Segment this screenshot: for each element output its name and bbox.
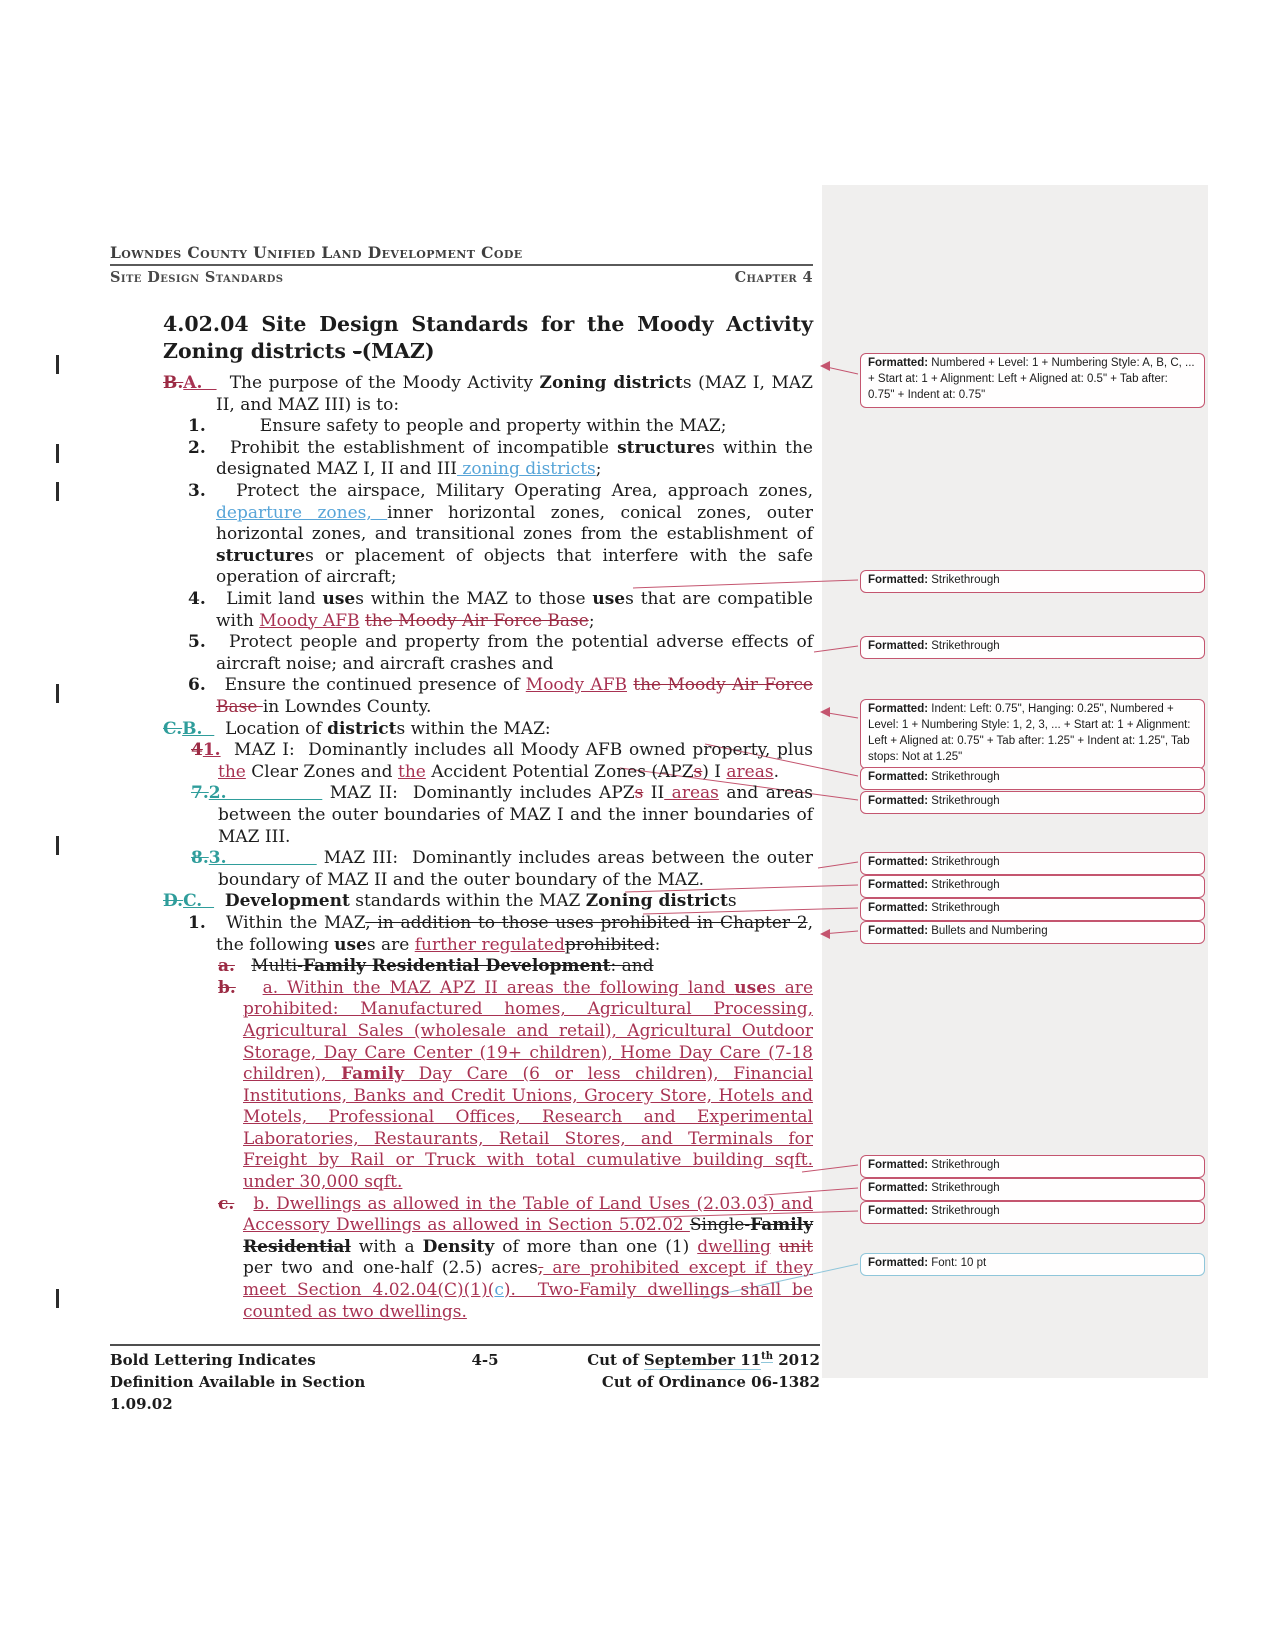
text-segment: s [693,761,703,782]
text-segment: s (MAZ I, MAZ II, and MAZ III) is to: [216,373,813,415]
text-segment: 1. [188,416,206,437]
text-segment: Family Residential [243,1215,813,1257]
comment-label: Formatted: [868,856,929,868]
text-segment: B. [182,718,215,739]
text-segment: Ensure the continued presence of [224,675,526,696]
text-segment: zoning districts [457,459,596,480]
text-segment: dwelling [697,1236,771,1257]
text-segment [206,675,225,695]
sublist-item-maz2 [191,783,813,848]
sublist-item-a [218,956,813,978]
list-item-5 [188,632,813,675]
text-segment: D. [163,891,184,912]
text-segment: s within the MAZ: [396,718,551,739]
footer-rule [110,1344,820,1346]
comment-label: Formatted: [868,795,929,807]
text-segment: use [322,589,356,610]
comment-label: Formatted: [868,703,929,715]
text-segment: c. [218,1193,235,1214]
text-segment: Family Residential Development [302,956,611,977]
text-segment [235,956,251,976]
comment-text: Strikethrough [928,902,1000,914]
document-header-line1: Lowndes County Unified Land Development Code [110,243,813,266]
sublist-item-c [218,1193,813,1324]
text-segment: s or placement of objects that interfere with the safe operation of aircraft; [216,545,813,588]
text-segment: b. Dwellings as allowed in the Table of Land Uses (2.03.03) and Accessory Dwellings as allowed in Section 5.02.02 [243,1193,813,1236]
list-item-1 [188,416,813,438]
text-segment: use [734,977,768,998]
text-segment: 4 [191,740,203,761]
comment-label: Formatted: [868,771,929,783]
text-segment: in Lowndes County. [262,697,432,717]
comment-text: Font: 10 pt [928,1257,987,1269]
comment-text: Strikethrough [928,856,1000,868]
footer-cut-date [540,1350,820,1372]
text-segment [206,481,236,501]
paragraph-A-purpose [163,373,813,416]
text-segment: a. [218,956,235,977]
comment-text: Strikethrough [928,879,1000,891]
text-segment: departure zones, [216,502,388,523]
formatted-comment-strikethrough[interactable] [860,1201,1205,1224]
text-segment: Location of [225,718,328,739]
comment-label: Formatted: [868,1159,929,1171]
text-segment: Density [422,1236,495,1257]
text-segment: Zoning district [585,891,728,912]
formatted-comment-strikethrough[interactable] [860,1155,1205,1178]
footer-cut-ordinance: Cut of Ordinance 06-1382 [601,1372,820,1391]
list-item-2 [188,437,813,481]
list-item-3 [188,481,813,589]
change-bar [56,1289,59,1308]
text-segment: s [634,783,644,804]
text-segment: and areas between the outer boundaries of MAZ I and the inner boundaries of MAZ III. [218,783,813,847]
paragraph-B-location [163,718,813,741]
text-segment: B. [163,373,184,394]
text-segment: , [537,1258,544,1279]
text-segment: Single- [689,1215,751,1236]
text-segment [206,632,229,652]
text-segment: unit [778,1236,813,1257]
text-segment: Moody AFB [525,675,627,696]
text-segment: Moody AFB [259,610,360,631]
document-header-line2 [110,269,813,286]
formatted-comment-strikethrough[interactable] [860,875,1205,898]
text-segment: with a [350,1236,423,1257]
text-segment: 6. [188,675,206,696]
change-bar [56,444,59,463]
section-content [110,373,813,1323]
comment-text: Numbered + Level: 1 + Numbering Style: A, B, C, ... + Start at: 1 + Alignment: Left + Aligned at: 0.5" + Tab after: 0.75" + Indent at: 0.75" [868,357,1195,401]
text-segment: 7. [191,783,209,804]
list-item-C1 [188,912,813,956]
page-footer [110,1344,820,1415]
text-segment: areas [664,783,719,804]
footer-note-line2: Definition Available in Section 1.09.02 [110,1372,366,1413]
list-item-4 [188,589,813,632]
text-segment: 2. [188,437,206,458]
text-segment: II [643,783,665,804]
sublist-item-maz3 [191,848,814,891]
text-segment: inner horizontal zones, conical zones, outer horizontal zones, and transitional zones from the establishment of [216,502,813,545]
text-segment: Prohibit the establishment of incompatible [229,437,618,458]
formatted-comment-strikethrough[interactable] [860,791,1205,814]
text-segment: s within the MAZ to those [355,589,593,610]
text-segment: Zoning district [539,373,683,394]
text-segment: September 11 [643,1351,762,1369]
formatted-comment-font-10pt[interactable] [860,1253,1205,1276]
text-segment: th [761,1351,774,1362]
text-segment: Within the MAZ [225,912,366,933]
text-segment: 2. [208,783,323,804]
comment-text: Indent: Left: 0.75", Hanging: 0.25", Numbered + Level: 1 + Numbering Style: 1, 2, 3, ... + Start at: 1 + Alignment: Left + Aligned at: 0.75" + Tab after: 1.25" + Indent at: 1.25", Tab stops: Not at 1.25" [868,703,1191,763]
page-number: 4-5 [471,1351,499,1369]
text-segment: . [773,761,780,782]
text-segment: 4.02.04 Site Design Standards for the Moody Activity Zoning districts [163,312,813,364]
text-segment: are prohibited except if they meet Section 4.02.04(C)(1)( [243,1258,813,1301]
text-segment: MAZ I: Dominantly includes all Moody AFB owned property, plus [234,740,814,761]
text-segment: The purpose of the Moody Activity [229,373,540,394]
text-segment: Accident Potential Zones (APZ [425,761,694,782]
sublist-item-maz1 [191,740,814,783]
comment-text: Strikethrough [928,1182,1000,1194]
text-segment: district [327,718,397,739]
text-segment: Family [341,1064,404,1085]
text-segment: s within the designated MAZ I, II and III [216,437,813,480]
text-segment: of more than one (1) [494,1236,698,1257]
text-segment: : [654,934,661,955]
text-segment: Cut of [587,1351,644,1369]
text-segment: A. [183,373,217,394]
text-segment: the [397,761,426,782]
text-segment: ; [595,459,602,480]
header-section-label: Site Design Standards [110,269,284,286]
text-segment: s are prohibited: Manufactured homes, Agricultural Processing, Agricultural Sales (wholesale and retail), Agricultural Outdoor Storage, Day Care Center (19+ children), Home Day Care (7-18 children), [243,977,813,1085]
text-segment: Multi- [251,956,303,977]
comment-label: Formatted: [868,574,929,586]
comment-text: Strikethrough [928,1205,1000,1217]
text-segment: standards within the MAZ [349,891,586,912]
text-segment: C. [183,891,215,912]
text-segment: 3. [208,848,317,869]
text-segment: the [218,761,246,782]
text-segment [214,719,225,739]
paragraph-C-development [163,891,813,913]
text-segment: Protect people and property from the potential adverse effects of aircraft noise; and aircraft crashes and [216,632,813,674]
formatted-comment-strikethrough[interactable] [860,767,1205,790]
text-segment: (MAZ) [361,339,435,364]
text-segment: ) I [702,761,727,782]
text-segment: 1. [202,740,221,761]
text-segment: Limit land [226,589,323,610]
text-segment: 3. [188,481,206,502]
change-bar [56,684,59,703]
text-segment: MAZ II: Dominantly includes APZ [329,783,635,804]
comment-label: Formatted: [868,902,929,914]
section-title [163,311,813,365]
text-segment: Day Care (6 or less children), Financial Institutions, Banks and Credit Unions, Grocery Store, Hotels and Motels, Professional Offices, Research and Experimental Laboratories, Restaurants, Retail Stores, and Terminals for Freight by Rail or Truck with total cumulative building sqft. under 30,000 sqft. [243,1064,813,1193]
comment-text: Strikethrough [928,771,1000,783]
text-segment [236,978,263,998]
formatted-comment-bullets-numbering[interactable] [860,921,1205,944]
text-segment: s are [366,934,415,955]
text-segment: ). Two-Family dwellings shall be counted as two dwellings. [243,1280,813,1322]
text-segment: s that are compatible with [216,589,813,631]
text-segment: - [353,339,362,364]
text-segment: structure [617,437,707,458]
text-segment: Clear Zones and [245,761,398,782]
text-segment [771,1237,779,1257]
text-segment [206,416,260,436]
comment-text: Bullets and Numbering [928,925,1048,937]
text-segment: a. Within the MAZ APZ II areas the following land [262,977,735,998]
comment-label: Formatted: [868,357,929,369]
text-segment: , the following [216,912,813,955]
sublist-item-b [218,977,813,1194]
comment-text: Strikethrough [928,640,1000,652]
document-body [110,243,813,1323]
text-segment: use [334,934,367,955]
comment-label: Formatted: [868,879,929,891]
comment-text: Strikethrough [928,795,1000,807]
text-segment [217,373,230,393]
text-segment: c [494,1280,504,1301]
footer-note-line1: Bold Lettering Indicates [110,1351,316,1369]
text-segment: prohibited [564,934,655,955]
text-segment [206,589,227,609]
comment-label: Formatted: [868,1182,929,1194]
text-segment [206,913,226,933]
text-segment [221,740,234,760]
text-segment: 5. [188,632,206,653]
comment-label: Formatted: [868,1205,929,1217]
comment-text: Strikethrough [928,574,1000,586]
formatted-comment-indent-numbered[interactable] [860,699,1205,769]
formatted-comment-numbered-abc[interactable] [860,353,1205,408]
formatted-comment-strikethrough[interactable] [860,898,1205,921]
text-segment [234,1194,253,1214]
change-bar [56,836,59,855]
text-segment: C. [163,718,183,739]
text-segment: per two and one-half (2.5) acres [243,1258,538,1279]
text-segment: Development [224,891,350,912]
text-segment: 2012 [773,1351,820,1369]
text-segment: s [727,891,737,912]
formatted-comment-strikethrough[interactable] [860,636,1205,659]
text-segment: : and [610,956,654,977]
text-segment [206,438,230,458]
text-segment [322,783,329,803]
text-segment: the Moody Air Force Base [364,610,589,631]
change-bar [56,482,59,501]
text-segment: b. [218,977,236,998]
comment-text: Strikethrough [928,1159,1000,1171]
text-segment [317,848,324,868]
header-chapter-label: Chapter 4 [734,269,813,286]
text-segment: 1. [188,912,206,933]
text-segment: 4. [188,589,206,610]
text-segment: MAZ III: Dominantly includes areas between the outer boundary of MAZ II and the outer boundary of the MAZ. [218,848,814,890]
text-segment: Ensure safety to people and property within the MAZ; [259,416,727,437]
text-segment: ; [588,610,595,631]
formatted-comment-strikethrough[interactable] [860,570,1205,593]
text-segment: , in addition to those uses prohibited in Chapter 2 [365,912,808,933]
formatted-comment-strikethrough[interactable] [860,852,1205,875]
text-segment: structure [216,545,306,566]
text-segment: 8. [191,848,209,869]
formatted-comment-strikethrough[interactable] [860,1178,1205,1201]
comment-label: Formatted: [868,640,929,652]
comment-label: Formatted: [868,925,929,937]
text-segment: the Moody Air Force Base [216,675,813,717]
comment-label: Formatted: [868,1257,929,1269]
text-segment [214,891,225,911]
list-item-6 [188,675,813,718]
change-bar [56,355,59,374]
text-segment: areas [726,761,774,782]
text-segment: further regulated [414,934,565,955]
text-segment: Protect the airspace, Military Operating Area, approach zones, [236,481,813,502]
text-segment: use [592,589,626,610]
